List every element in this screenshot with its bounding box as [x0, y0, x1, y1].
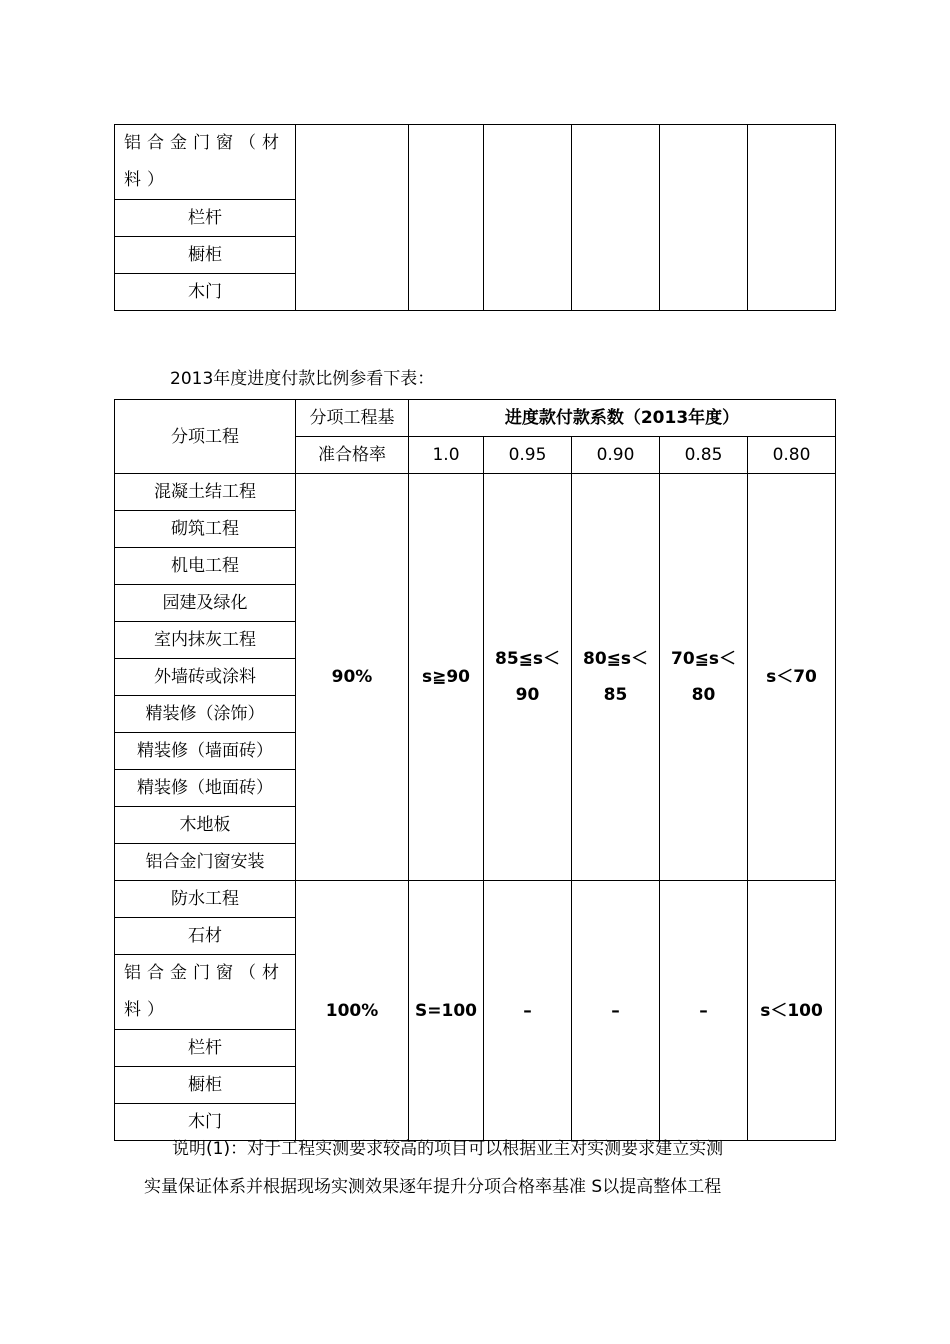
- note-line-1: 说明(1)：对于工程实测要求较高的项目可以根据业主对实测要求建立实测: [172, 1139, 724, 1159]
- empty-cell: [572, 125, 660, 311]
- item-label: 木地板: [115, 807, 296, 844]
- empty-cell: [484, 125, 572, 311]
- base-rate-100: 100%: [296, 881, 409, 1141]
- header-coef-title: 进度款付款系数（2013年度）: [409, 400, 836, 437]
- note-line-2: 实量保证体系并根据现场实测效果逐年提升分项合格率基准 S以提高整体工程: [144, 1177, 722, 1197]
- empty-cell: [296, 125, 409, 311]
- coef-cell: [572, 474, 660, 881]
- row-label: 铝合金门窗（材料）: [115, 125, 296, 200]
- empty-cell: [409, 125, 484, 311]
- item-label: 栏杆: [115, 1030, 296, 1067]
- row-label: 栏杆: [115, 200, 296, 237]
- base-rate-90: 90%: [296, 474, 409, 881]
- payment-coefficient-table: [114, 399, 836, 1141]
- item-label: 外墙砖或涂料: [115, 659, 296, 696]
- coef-cell: [660, 474, 748, 881]
- item-label: 铝合金门窗（材料）: [115, 955, 296, 1030]
- item-label: 室内抹灰工程: [115, 622, 296, 659]
- header-item: 分项工程: [115, 400, 296, 474]
- coef-cell: s＜100: [748, 881, 836, 1141]
- coef-5: 0.80: [748, 437, 836, 474]
- coef-cell-line1: 70≦s＜: [670, 649, 737, 669]
- row-label: 木门: [115, 274, 296, 311]
- item-label: 混凝土结工程: [115, 474, 296, 511]
- item-label: 精装修（涂饰）: [115, 696, 296, 733]
- item-label: 橱柜: [115, 1067, 296, 1104]
- empty-cell: [748, 125, 836, 311]
- item-label: 铝合金门窗安装: [115, 844, 296, 881]
- item-label: 精装修（墙面砖）: [115, 733, 296, 770]
- coef-3: 0.90: [572, 437, 660, 474]
- coef-cell: s≧90: [409, 474, 484, 881]
- coef-cell: –: [572, 881, 660, 1141]
- coef-4: 0.85: [660, 437, 748, 474]
- item-label: 石材: [115, 918, 296, 955]
- header-base-rate-line2: 准合格率: [296, 437, 409, 474]
- coef-cell-line2: 85: [603, 685, 628, 705]
- coef-cell-line1: 80≦s＜: [582, 649, 649, 669]
- item-label: 机电工程: [115, 548, 296, 585]
- continued-table: [114, 124, 836, 311]
- header-base-rate-line1: 分项工程基: [296, 400, 409, 437]
- coef-cell-line1: 85≦s＜: [494, 649, 561, 669]
- item-label: 园建及绿化: [115, 585, 296, 622]
- item-label: 防水工程: [115, 881, 296, 918]
- coef-cell: s＜70: [748, 474, 836, 881]
- coef-1: 1.0: [409, 437, 484, 474]
- coef-cell-line2: 90: [515, 685, 540, 705]
- coef-2: 0.95: [484, 437, 572, 474]
- row-label: 橱柜: [115, 237, 296, 274]
- empty-cell: [660, 125, 748, 311]
- coef-cell: S=100: [409, 881, 484, 1141]
- coef-cell-line2: 80: [691, 685, 716, 705]
- coef-cell: [484, 474, 572, 881]
- coef-cell: –: [660, 881, 748, 1141]
- item-label: 精装修（地面砖）: [115, 770, 296, 807]
- item-label: 木门: [115, 1104, 296, 1141]
- table-caption: 2013年度进度付款比例参看下表：: [170, 369, 435, 389]
- item-label: 砌筑工程: [115, 511, 296, 548]
- coef-cell: –: [484, 881, 572, 1141]
